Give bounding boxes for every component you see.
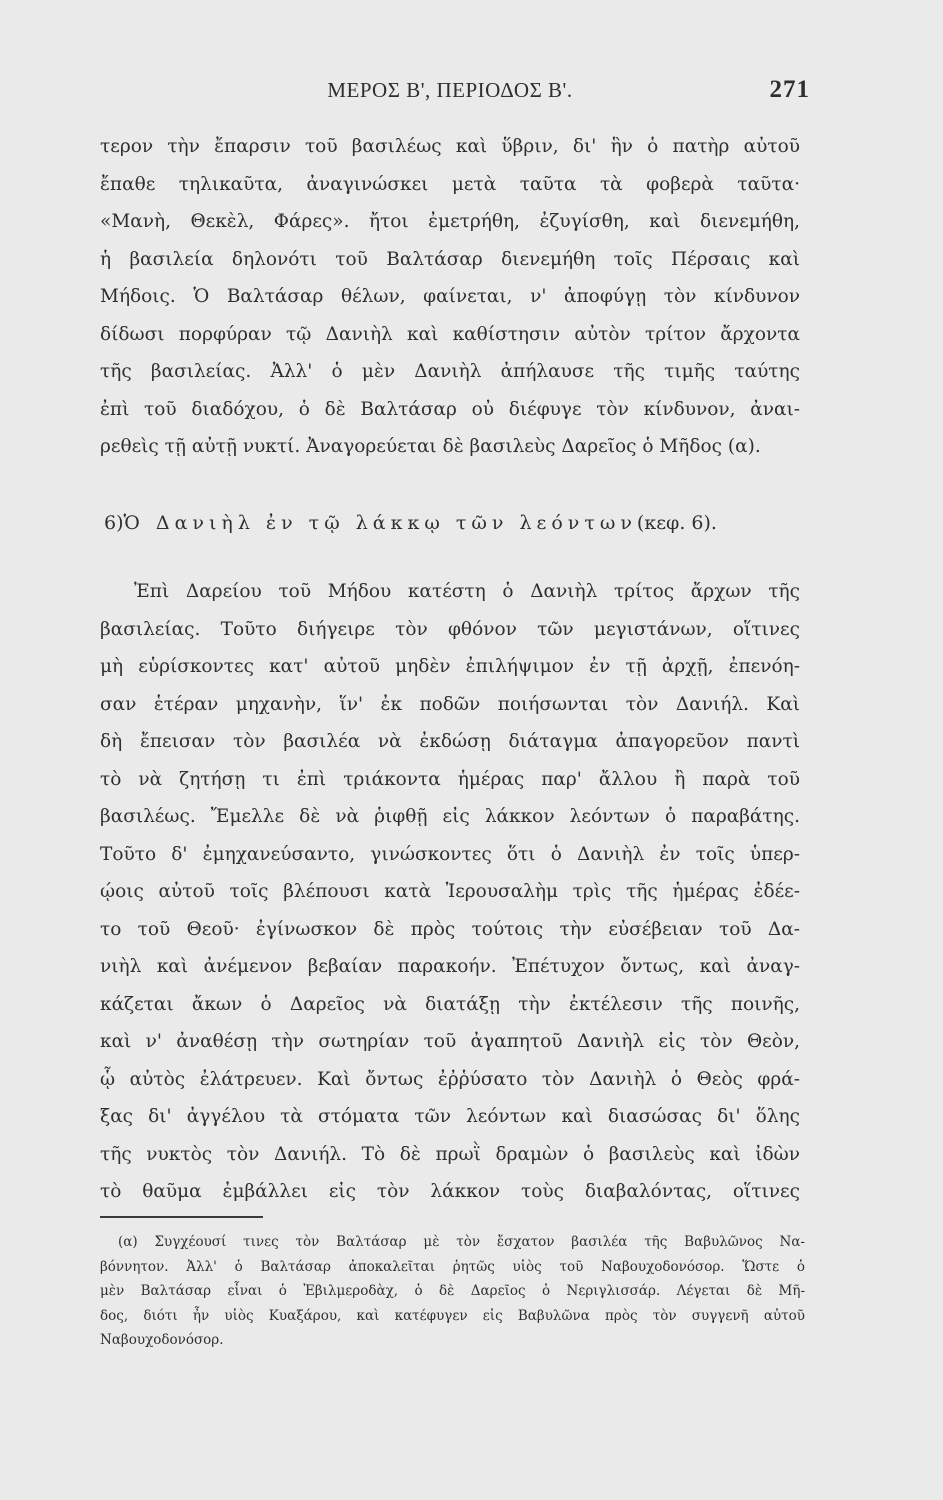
text-line: δίδωσι πορφύραν τῷ Δανιὴλ καὶ καθίστησιν αὐτὸν τρίτον ἄρχοντα xyxy=(100,323,800,345)
text-line: κάζεται ἄκων ὁ Δαρεῖος νὰ διατάξῃ τὴν ἐκτέλεσιν τῆς ποινῆς, xyxy=(100,993,800,1015)
text-line: τῆς νυκτὸς τὸν Δανιήλ. Τὸ δὲ πρωῒ δραμὼν ὁ βασιλεὺς καὶ ἰδὼν xyxy=(100,1143,800,1165)
text-line: τερον τὴν ἔπαρσιν τοῦ βασιλέως καὶ ὕβριν, δι' ἣν ὁ πατὴρ αὐτοῦ xyxy=(100,136,800,157)
text-line: Μήδοις. Ὁ Βαλτάσαρ θέλων, φαίνεται, ν' ἀποφύγῃ τὸν κίνδυνον xyxy=(100,286,800,307)
text-line: ἔπαθε τηλικαῦτα, ἀναγινώσκει μετὰ ταῦτα τὰ φοβερὰ ταῦτα· xyxy=(100,173,800,195)
text-line: σαν ἑτέραν μηχανὴν, ἵν' ἐκ ποδῶν ποιήσωνται τὸν Δανιήλ. Καὶ xyxy=(100,693,800,715)
text-line: τὸ νὰ ζητήσῃ τι ἐπὶ τριάκοντα ἡμέρας παρ' ἄλλου ἢ παρὰ τοῦ xyxy=(100,768,800,790)
page-number: 271 xyxy=(769,76,810,103)
footnote-line: (α) Συγχέουσί τινες τὸν Βαλτάσαρ μὲ τὸν ἔσχατον βασιλέα τῆς Βαβυλῶνος Να- xyxy=(118,1234,805,1250)
text-line: νιὴλ καὶ ἀνέμενον βεβαίαν παρακοήν. Ἐπέτυχον ὄντως, καὶ ἀναγ- xyxy=(100,956,800,977)
footnote-line: δος, διότι ἦν υἱὸς Κυαξάρου, καὶ κατέφυγεν εἰς Βαβυλῶνα πρὸς τὸν συγγενῆ αὐτοῦ xyxy=(100,1307,805,1324)
text-line: τῆς βασιλείας. Ἀλλ' ὁ μὲν Δανιὴλ ἀπήλαυσε τῆς τιμῆς ταύτης xyxy=(100,361,800,382)
footnote-line: Ναβουχοδονόσορ. xyxy=(100,1332,224,1348)
text-line: ἡ βασιλεία δηλονότι τοῦ Βαλτάσαρ διενεμήθη τοῖς Πέρσαις καὶ xyxy=(100,248,800,270)
section-heading xyxy=(100,503,800,543)
section-reference: (κεφ. 6). xyxy=(636,512,717,534)
running-header xyxy=(100,76,810,108)
paragraph-main xyxy=(100,573,800,1211)
footnote xyxy=(100,1230,805,1353)
text-line: βασιλείας. Τοῦτο διήγειρε τὸν φθόνον τῶν μεγιστάνων, οἵτινες xyxy=(100,618,800,640)
text-line: ᾧ αὐτὸς ἐλάτρευεν. Καὶ ὄντως ἐῤῥύσατο τὸν Δανιὴλ ὁ Θεὸς φρά- xyxy=(100,1068,800,1090)
footnote-line: μὲν Βαλτάσαρ εἶναι ὁ Ἐβιλμεροδὰχ, ὁ δὲ Δαρεῖος ὁ Νεριγλισσάρ. Λέγεται δὲ Μῆ- xyxy=(100,1283,805,1299)
section-title: Ὁ Δανιὴλ ἐν τῷ λάκκῳ τῶν λεόντων xyxy=(123,512,637,534)
text-line: δὴ ἔπεισαν τὸν βασιλέα νὰ ἐκδώσῃ διάταγμα ἀπαγορεῦον παντὶ xyxy=(100,731,800,752)
text-line: το τοῦ Θεοῦ· ἐγίνωσκον δὲ πρὸς τούτοις τὴν εὐσέβειαν τοῦ Δα- xyxy=(100,918,800,940)
text-line: Ἐπὶ Δαρείου τοῦ Μήδου κατέστη ὁ Δανιὴλ τρίτος ἄρχων τῆς xyxy=(134,581,800,602)
text-line: ξας δι' ἀγγέλου τὰ στόματα τῶν λεόντων καὶ διασώσας δι' ὅλης xyxy=(100,1106,800,1127)
footnote-line: βόννητον. Ἀλλ' ὁ Βαλτάσαρ ἀποκαλεῖται ῥητῶς υἱὸς τοῦ Ναβουχοδονόσορ. Ὥστε ὁ xyxy=(100,1258,805,1275)
running-title: ΜΕΡΟΣ Β', ΠΕΡΙΟΔΟΣ Β'. xyxy=(327,78,573,102)
text-line: ρεθεὶς τῇ αὐτῇ νυκτί. Ἀναγορεύεται δὲ βασιλεὺς Δαρεῖος ὁ Μῆδος (α). xyxy=(100,436,761,457)
text-line: τὸ θαῦμα ἐμβάλλει εἰς τὸν λάκκον τοὺς διαβαλόντας, οἵτινες xyxy=(100,1181,800,1202)
text-line: ἐπὶ τοῦ διαδόχου, ὁ δὲ Βαλτάσαρ οὐ διέφυγε τὸν κίνδυνον, ἀναι- xyxy=(100,398,800,420)
text-line: καὶ ν' ἀναθέσῃ τὴν σωτηρίαν τοῦ ἀγαπητοῦ Δανιὴλ εἰς τὸν Θεὸν, xyxy=(100,1031,800,1052)
footnote-divider xyxy=(100,1216,263,1218)
text-line: βασιλέως. Ἔμελλε δὲ νὰ ῥιφθῇ εἰς λάκκον λεόντων ὁ παραβάτης. xyxy=(100,806,800,827)
text-line: Τοῦτο δ' ἐμηχανεύσαντο, γινώσκοντες ὅτι ὁ Δανιὴλ ἐν τοῖς ὑπερ- xyxy=(100,843,800,865)
text-line: «Μανὴ, Θεκὲλ, Φάρες». ἤτοι ἐμετρήθη, ἐζυγίσθη, καὶ διενεμήθη, xyxy=(100,211,800,232)
text-line: μὴ εὑρίσκοντες κατ' αὐτοῦ μηδὲν ἐπιλήψιμον ἐν τῇ ἀρχῇ, ἐπενόη- xyxy=(100,656,800,677)
paragraph-continued xyxy=(100,128,800,466)
section-number: 6) xyxy=(104,512,124,534)
text-line: ῴοις αὐτοῦ τοῖς βλέπουσι κατὰ Ἱερουσαλὴμ τρὶς τῆς ἡμέρας ἐδέε- xyxy=(100,881,800,902)
